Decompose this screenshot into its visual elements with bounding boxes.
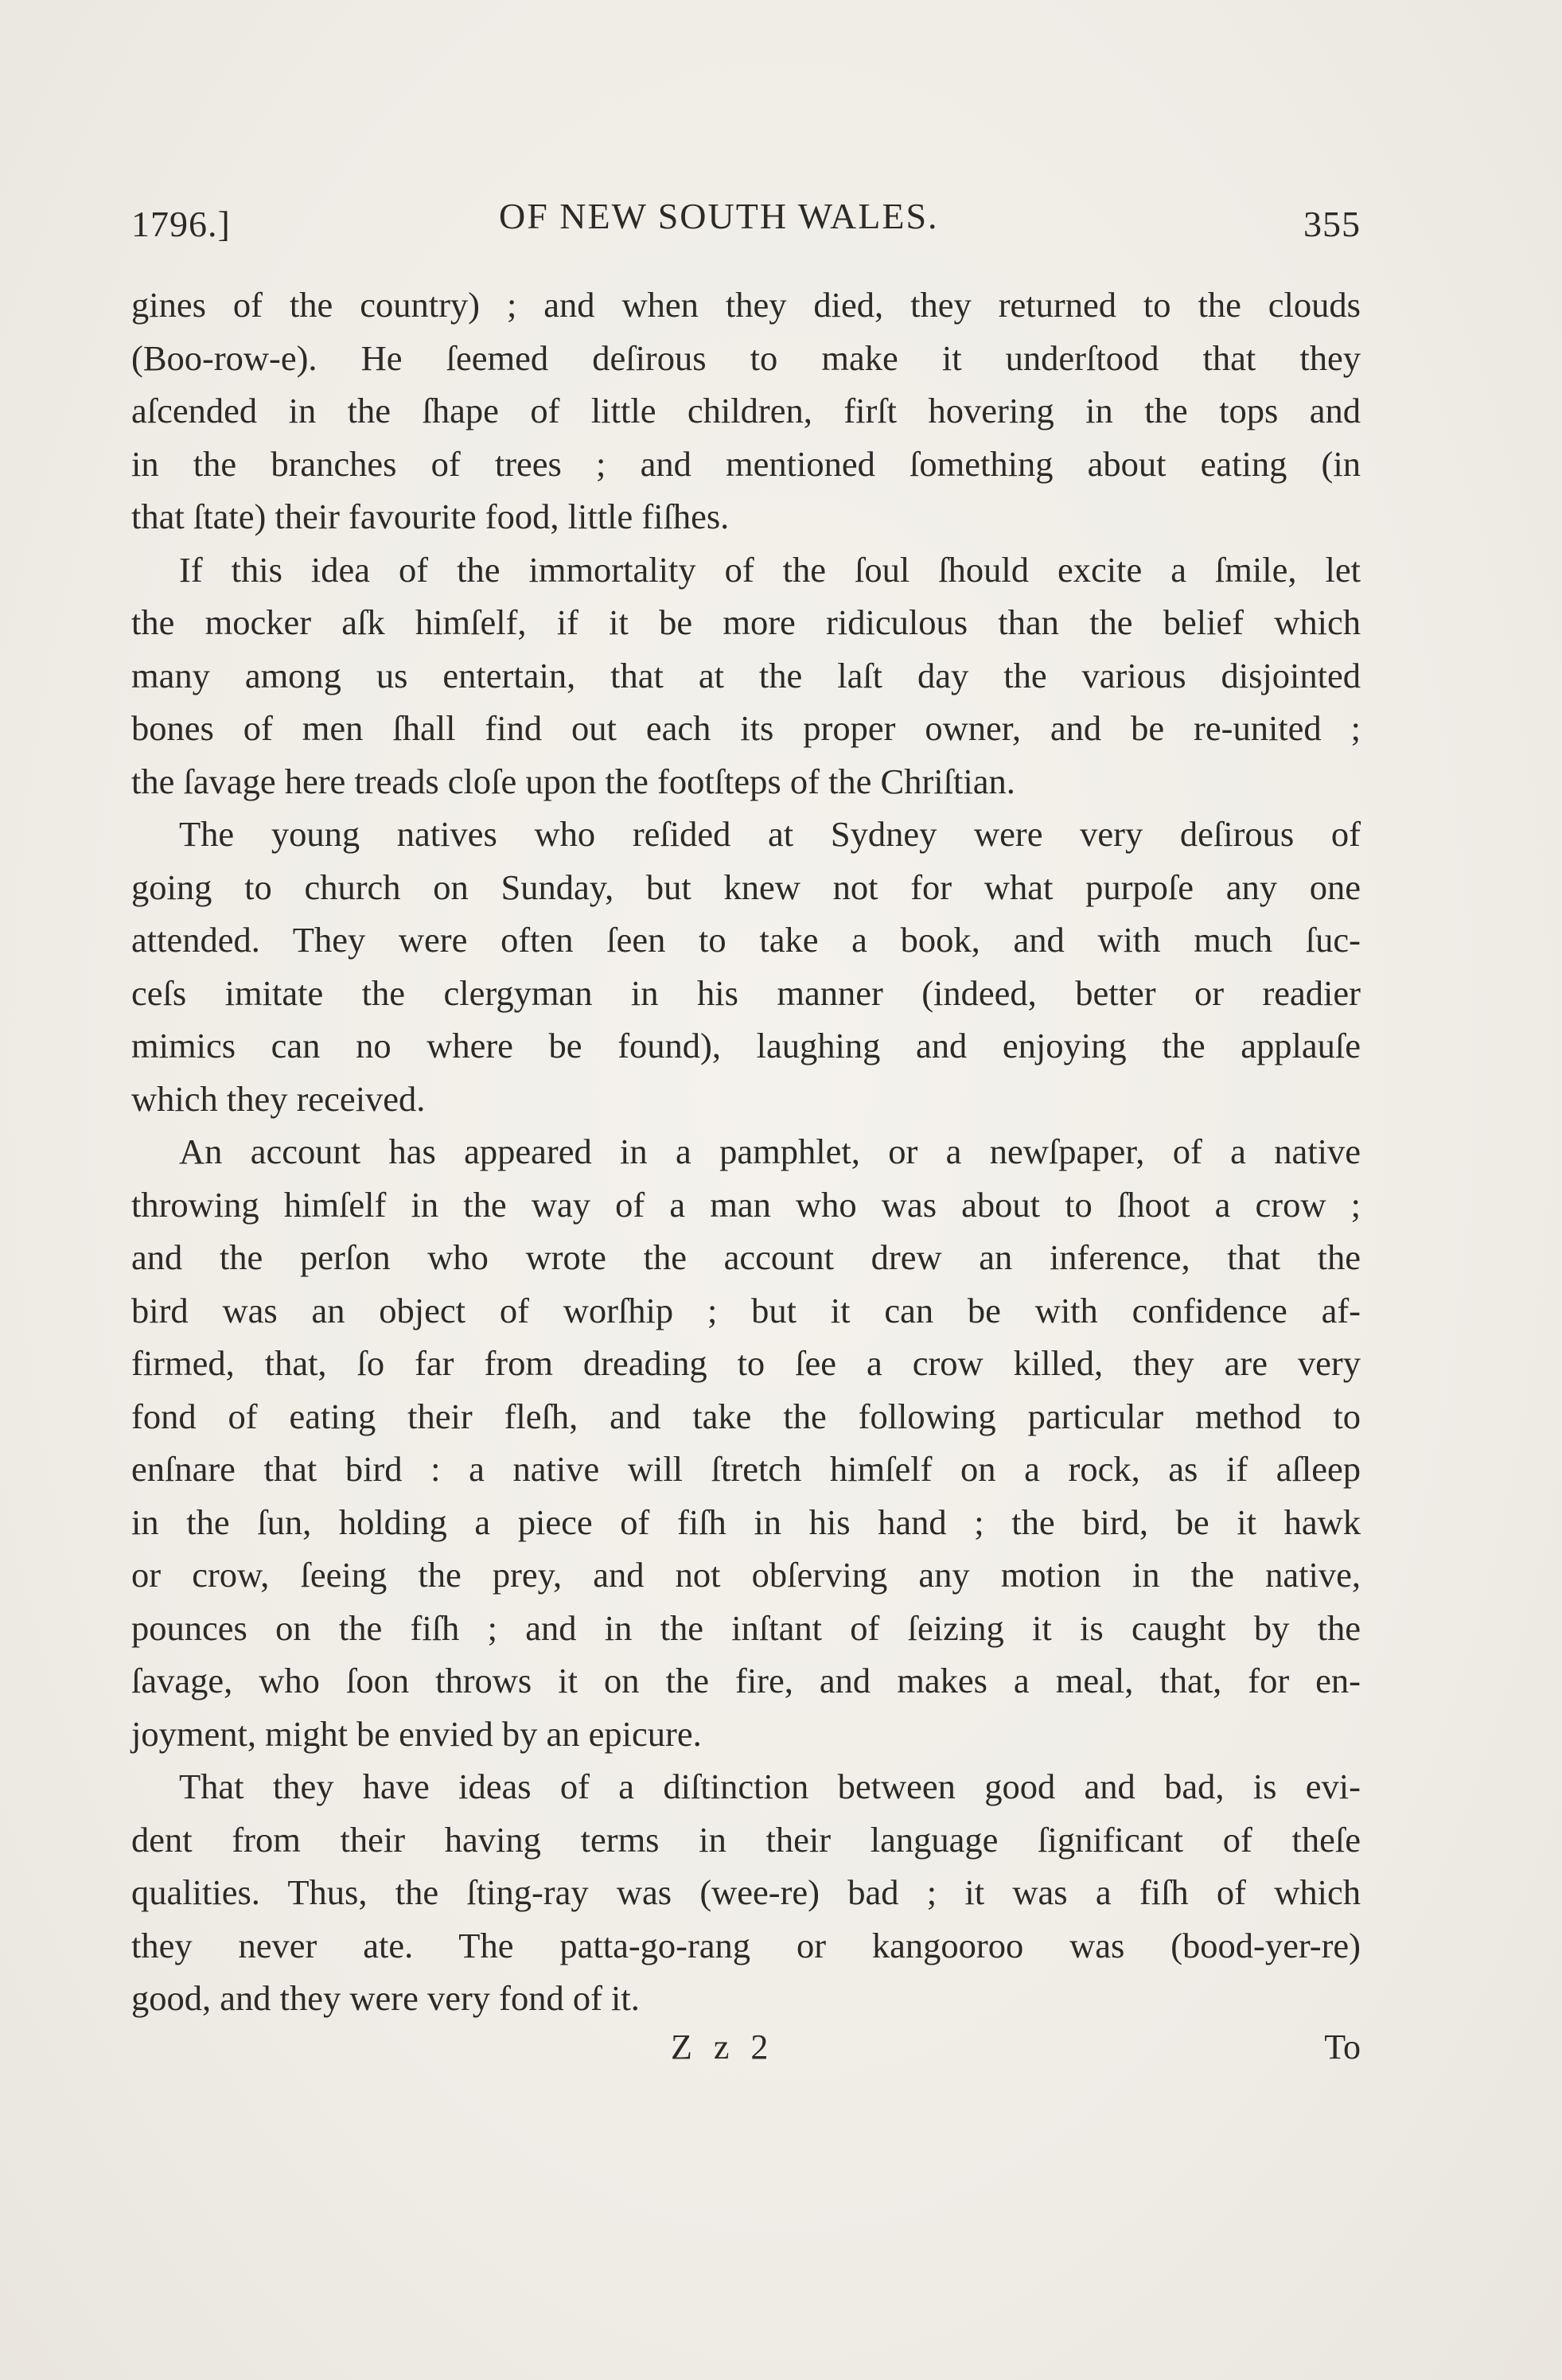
page-header xyxy=(131,195,1361,251)
text-line: the mocker aſk himſelf, if it be more ridiculous than the belief which xyxy=(131,602,1361,642)
text-line: That they have ideas of a diſtinction between good and bad, is evi- xyxy=(179,1766,1361,1806)
text-line: which they received. xyxy=(131,1078,426,1119)
paragraph xyxy=(131,279,1361,543)
catchword: To xyxy=(1324,2027,1361,2066)
text-line: joyment, might be envied by an epicure. xyxy=(131,1713,702,1754)
text-line: If this idea of the immortality of the ſoul ſhould excite a ſmile, let xyxy=(179,549,1361,590)
text-line: good, and they were very fond of it. xyxy=(131,1978,640,2018)
text-line: and the perſon who wrote the account drew an inference, that the xyxy=(131,1237,1361,1277)
text-line: aſcended in the ſhape of little children, firſt hovering in the tops and xyxy=(131,391,1361,430)
text-line: ſavage, who ſoon throws it on the fire, and makes a meal, that, for en- xyxy=(131,1661,1361,1700)
text-line: bones of men ſhall find out each its proper owner, and be re-united ; xyxy=(131,708,1361,748)
text-line: going to church on Sunday, but knew not for what purpoſe any one xyxy=(131,867,1361,907)
text-line: gines of the country) ; and when they died, they returned to the clouds xyxy=(131,285,1361,325)
paragraph xyxy=(131,808,1361,1125)
text-line: pounces on the fiſh ; and in the inſtant of ſeizing it is caught by the xyxy=(131,1607,1361,1648)
page-number: 355 xyxy=(1303,204,1361,244)
text-line: mimics can no where be found), laughing and enjoying the applauſe xyxy=(131,1026,1361,1065)
paragraph xyxy=(131,543,1361,808)
text-line: (Boo-row-e). He ſeemed deſirous to make it underſtood that they xyxy=(131,337,1361,378)
text-line: in the ſun, holding a piece of fiſh in his hand ; the bird, be it hawk xyxy=(131,1502,1361,1542)
body-text xyxy=(131,279,1361,2025)
text-line: bird was an object of worſhip ; but it can be with confidence af- xyxy=(131,1290,1361,1330)
text-line: many among us entertain, that at the laſt day the various disjointed xyxy=(131,655,1361,695)
header-date: 1796.] xyxy=(131,204,231,244)
text-line: that ſtate) their favourite food, little fiſhes. xyxy=(131,497,730,536)
text-line: throwing himſelf in the way of a man who was about to ſhoot a crow ; xyxy=(131,1184,1361,1225)
text-line: An account has appeared in a pamphlet, or a newſpaper, of a native xyxy=(179,1132,1361,1171)
text-line: they never ate. The patta-go-rang or kangooroo was (bood-yer-re) xyxy=(131,1925,1361,1965)
running-title: OF NEW SOUTH WALES. xyxy=(499,196,939,236)
text-line: or crow, ſeeing the prey, and not obſerving any motion in the native, xyxy=(131,1555,1361,1595)
text-line: in the branches of trees ; and mentioned ſomething about eating (in xyxy=(131,443,1361,484)
text-line: firmed, that, ſo far from dreading to ſee a crow killed, they are very xyxy=(131,1343,1361,1383)
text-line: fond of eating their fleſh, and take the following particular method to xyxy=(131,1396,1361,1436)
text-line: dent from their having terms in their language ſignificant of theſe xyxy=(131,1819,1361,1860)
signature-mark: Z z 2 xyxy=(671,2027,775,2066)
text-line: enſnare that bird : a native will ſtretch himſelf on a rock, as if aſleep xyxy=(131,1449,1361,1489)
text-line: attended. They were often ſeen to take a book, and with much ſuc- xyxy=(131,920,1361,960)
text-line: The young natives who reſided at Sydney were very deſirous of xyxy=(179,814,1361,854)
text-line: qualities. Thus, the ſting-ray was (wee-re) bad ; it was a fiſh of which xyxy=(131,1872,1361,1912)
text-line: the ſavage here treads cloſe upon the footſteps of the Chriſtian. xyxy=(131,761,1015,801)
text-line: ceſs imitate the clergyman in his manner (indeed, better or readier xyxy=(131,972,1361,1013)
page-footer xyxy=(131,2027,1361,2074)
paragraph xyxy=(131,1125,1361,1760)
paragraph xyxy=(131,1760,1361,2025)
